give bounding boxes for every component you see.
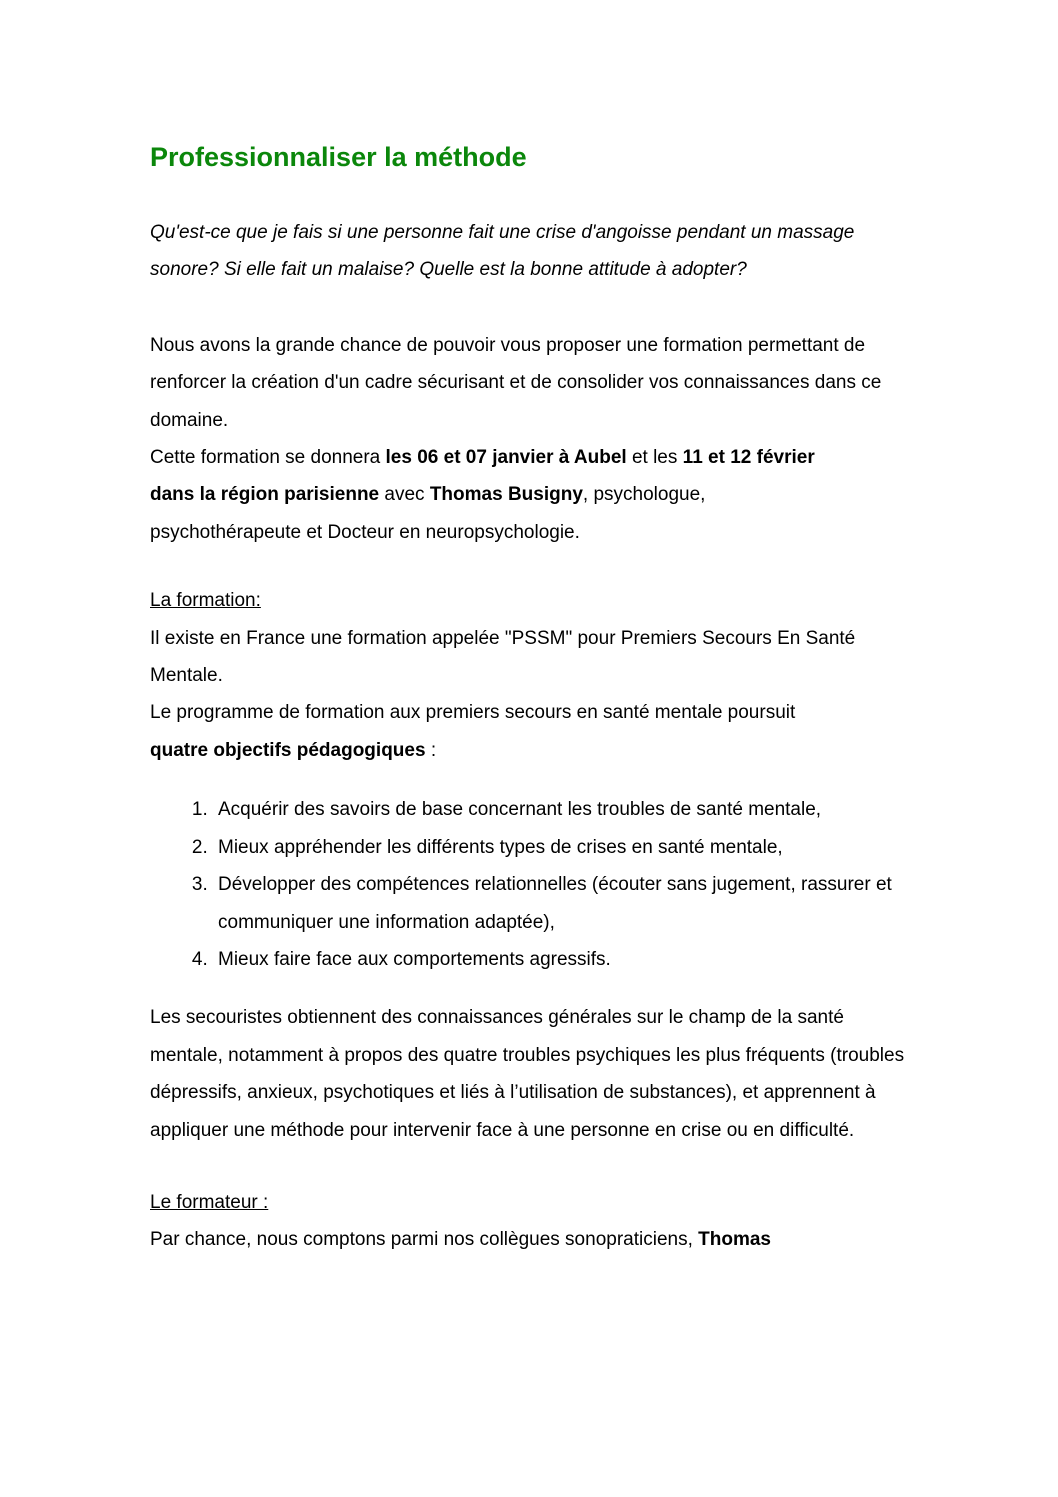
intro-block [150,327,908,551]
section-heading-formation: La formation: [150,590,261,612]
text-run-bold: les 06 et 07 janvier à Aubel [385,447,627,469]
text-run-bold: Thomas [698,1229,771,1251]
text-run: : [425,739,437,761]
text-run-bold: quatre objectifs pédagogiques [150,739,426,761]
text-run: Par chance, nous comptons parmi nos collègues sonopraticiens, [150,1229,699,1251]
text-run: et les [626,447,683,469]
section-formation [150,582,908,1149]
section-heading-formateur: Le formateur : [150,1191,269,1213]
formation-heading-line [150,582,908,619]
list-item: 1. Acquérir des savoirs de base concernant les troubles de santé mentale, [213,791,908,828]
list-item: 2. Mieux appréhender les différents types de crises en santé mentale, [213,829,908,866]
list-item: 3. Développer des compétences relationnelles (écouter sans jugement, rassurer et communiquer une information adaptée), [213,866,908,941]
formation-paragraph-1: Il existe en France une formation appelée "PSSM" pour Premiers Secours En Santé Mentale. [150,627,856,687]
text-run: psychothérapeute et Docteur en neuropsychologie. [150,521,580,543]
text-run-bold: dans la région parisienne [150,484,380,506]
section-formateur [150,1184,908,1259]
text-run: , psychologue, [582,484,706,506]
text-run: avec [379,484,430,506]
question-paragraph: Qu'est-ce que je fais si une personne fait une crise d'angoisse pendant un massage sonore? Si elle fait un malaise? Quelle est la bonne attitude à adopter? [150,222,855,281]
text-run-bold: Thomas Busigny [429,484,583,506]
formateur-paragraph-1 [150,1221,908,1258]
text-run: Le programme de formation aux premiers secours en santé mentale poursuit [150,702,796,724]
formation-paragraph-2 [150,694,908,769]
intro-paragraph-1: Nous avons la grande chance de pouvoir vous proposer une formation permettant de renforcer la création d'un cadre sécurisant et de consolider vos connaissances dans ce domaine. [150,334,882,431]
objectives-list [150,791,908,978]
text-run: Cette formation se donnera [150,447,386,469]
formation-paragraph-3: Les secouristes obtiennent des connaissances générales sur le champ de la santé mentale, notamment à propos des quatre troubles psychiques les plus fréquents (troubles dépressifs, anxieux, psychotiques et liés à l’utilisation de substances), et apprennent à appliquer une méthode pour intervenir face à une personne en crise ou en difficulté. [150,1007,905,1141]
page-title: Professionnaliser la méthode [150,142,527,172]
formateur-heading-line [150,1184,908,1221]
text-run-bold: 11 et 12 février [682,447,815,469]
intro-paragraph-2 [150,439,908,551]
list-item: 4. Mieux faire face aux comportements agressifs. [213,941,908,978]
